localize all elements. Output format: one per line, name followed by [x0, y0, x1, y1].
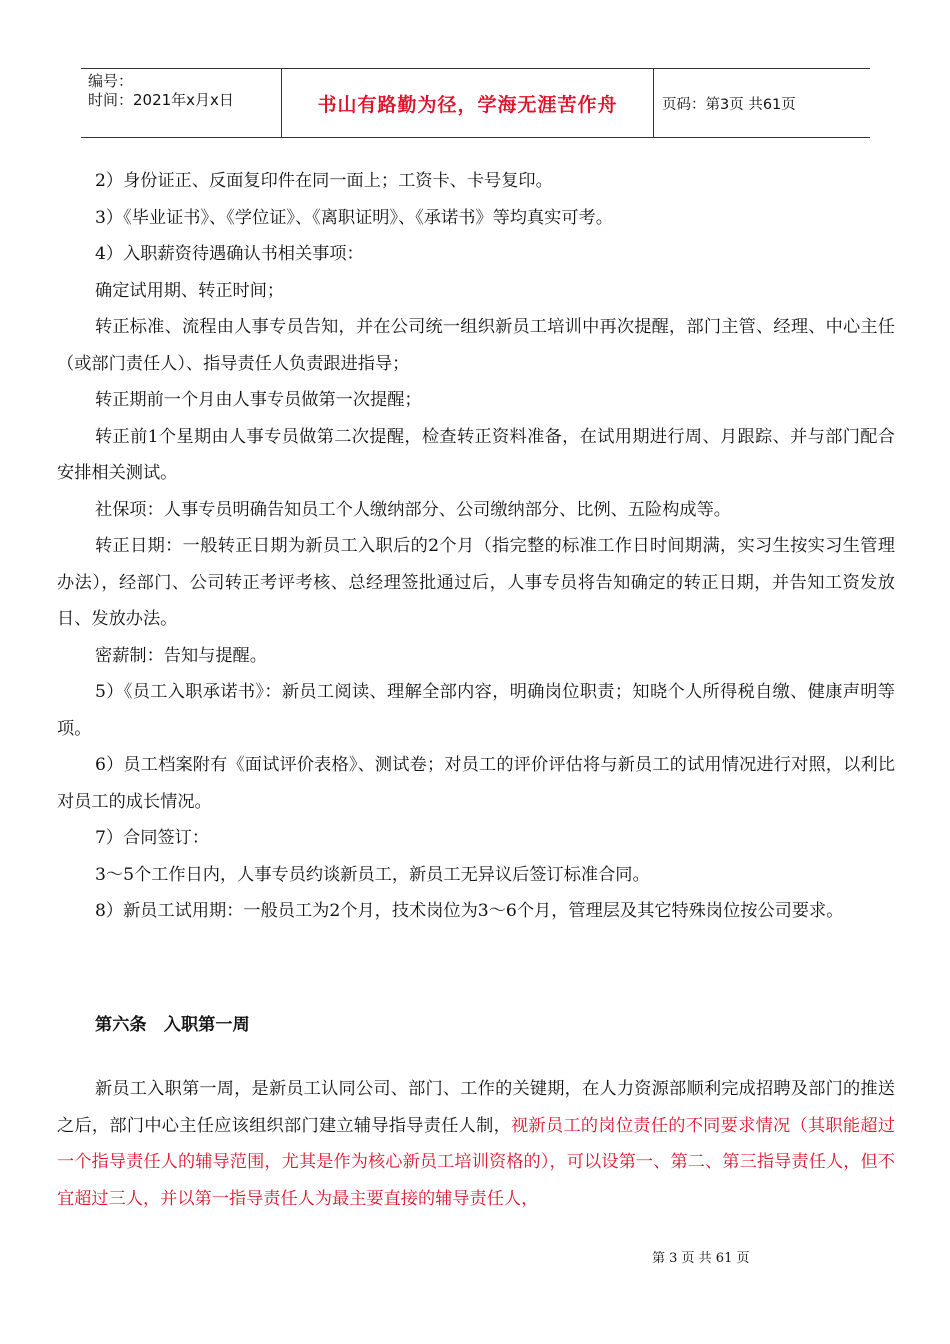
section-text-red: 视新员工的岗位责任的不同要求情况（其职能超过一个指导责任人的辅导范围，尤其是作为核心新员工培训资格的），可以设第一、第二、第三指导责任人，但不宜超过三人，并以第一指导责任人为最主要直接的辅导责任人，	[57, 1115, 895, 1209]
paragraph: 转正前1个星期由人事专员做第二次提醒，检查转正资料准备，在试用期进行周、月跟踪、并与部门配合安排相关测试。	[57, 426, 895, 483]
section-text-black: 新员工入职第一周，是新员工认同公司、部门、工作的关键期，在人力资源部顺利完成招聘及部门的推送之后，部门中心主任应该组织部门建立辅导指导责任人制，	[57, 1079, 895, 1136]
paragraph: 密薪制：告知与提醒。	[95, 645, 267, 666]
section-heading: 第六条 入职第一周	[95, 1015, 250, 1035]
section-body	[57, 1071, 895, 1217]
paragraph: 转正标准、流程由人事专员告知，并在公司统一组织新员工培训中再次提醒，部门主管、经理、中心主任（或部门责任人）、指导责任人负责跟进指导；	[57, 317, 895, 374]
page-footer: 第 3 页 共 61 页	[652, 1251, 750, 1266]
page-header	[81, 68, 870, 138]
header-page-info: 页码：第3页 共61页	[662, 96, 796, 113]
paragraph: 转正日期：一般转正日期为新员工入职后的2个月（指完整的标准工作日时间期满，实习生按实习生管理办法），经部门、公司转正考评考核、总经理签批通过后，人事专员将告知确定的转正日期，并告知工资发放日、发放办法。	[57, 536, 895, 629]
paragraph: 6）员工档案附有《面试评价表格》、测试卷；对员工的评价评估将与新员工的试用情况进行对照，以利比对员工的成长情况。	[57, 755, 895, 812]
paragraph: 确定试用期、转正时间；	[95, 280, 285, 301]
header-meta	[81, 69, 282, 137]
document-body	[57, 163, 895, 930]
header-number: 编号：	[88, 72, 134, 90]
header-motto: 书山有路勤为径，学海无涯苦作舟	[282, 69, 654, 137]
header-time: 时间：2021年x月x日	[88, 91, 234, 109]
paragraph: 转正期前一个月由人事专员做第一次提醒；	[95, 390, 422, 410]
paragraph: 3）《毕业证书》、《学位证》、《离职证明》、《承诺书》等均真实可考。	[95, 207, 613, 228]
paragraph: 5）《员工入职承诺书》：新员工阅读、理解全部内容，明确岗位职责；知晓个人所得税自缴、健康声明等项。	[57, 682, 895, 739]
paragraph: 4）入职薪资待遇确认书相关事项：	[95, 244, 364, 264]
paragraph: 8）新员工试用期：一般员工为2个月，技术岗位为3～6个月，管理层及其它特殊岗位按公司要求。	[95, 901, 844, 921]
paragraph: 社保项：人事专员明确告知员工个人缴纳部分、公司缴纳部分、比例、五险构成等。	[95, 499, 731, 520]
paragraph: 7）合同签订：	[95, 828, 210, 848]
paragraph: 2）身份证正、反面复印件在同一面上；工资卡、卡号复印。	[95, 171, 553, 191]
paragraph: 3～5个工作日内，人事专员约谈新员工，新员工无异议后签订标准合同。	[95, 864, 650, 885]
section-paragraph	[57, 1071, 895, 1217]
